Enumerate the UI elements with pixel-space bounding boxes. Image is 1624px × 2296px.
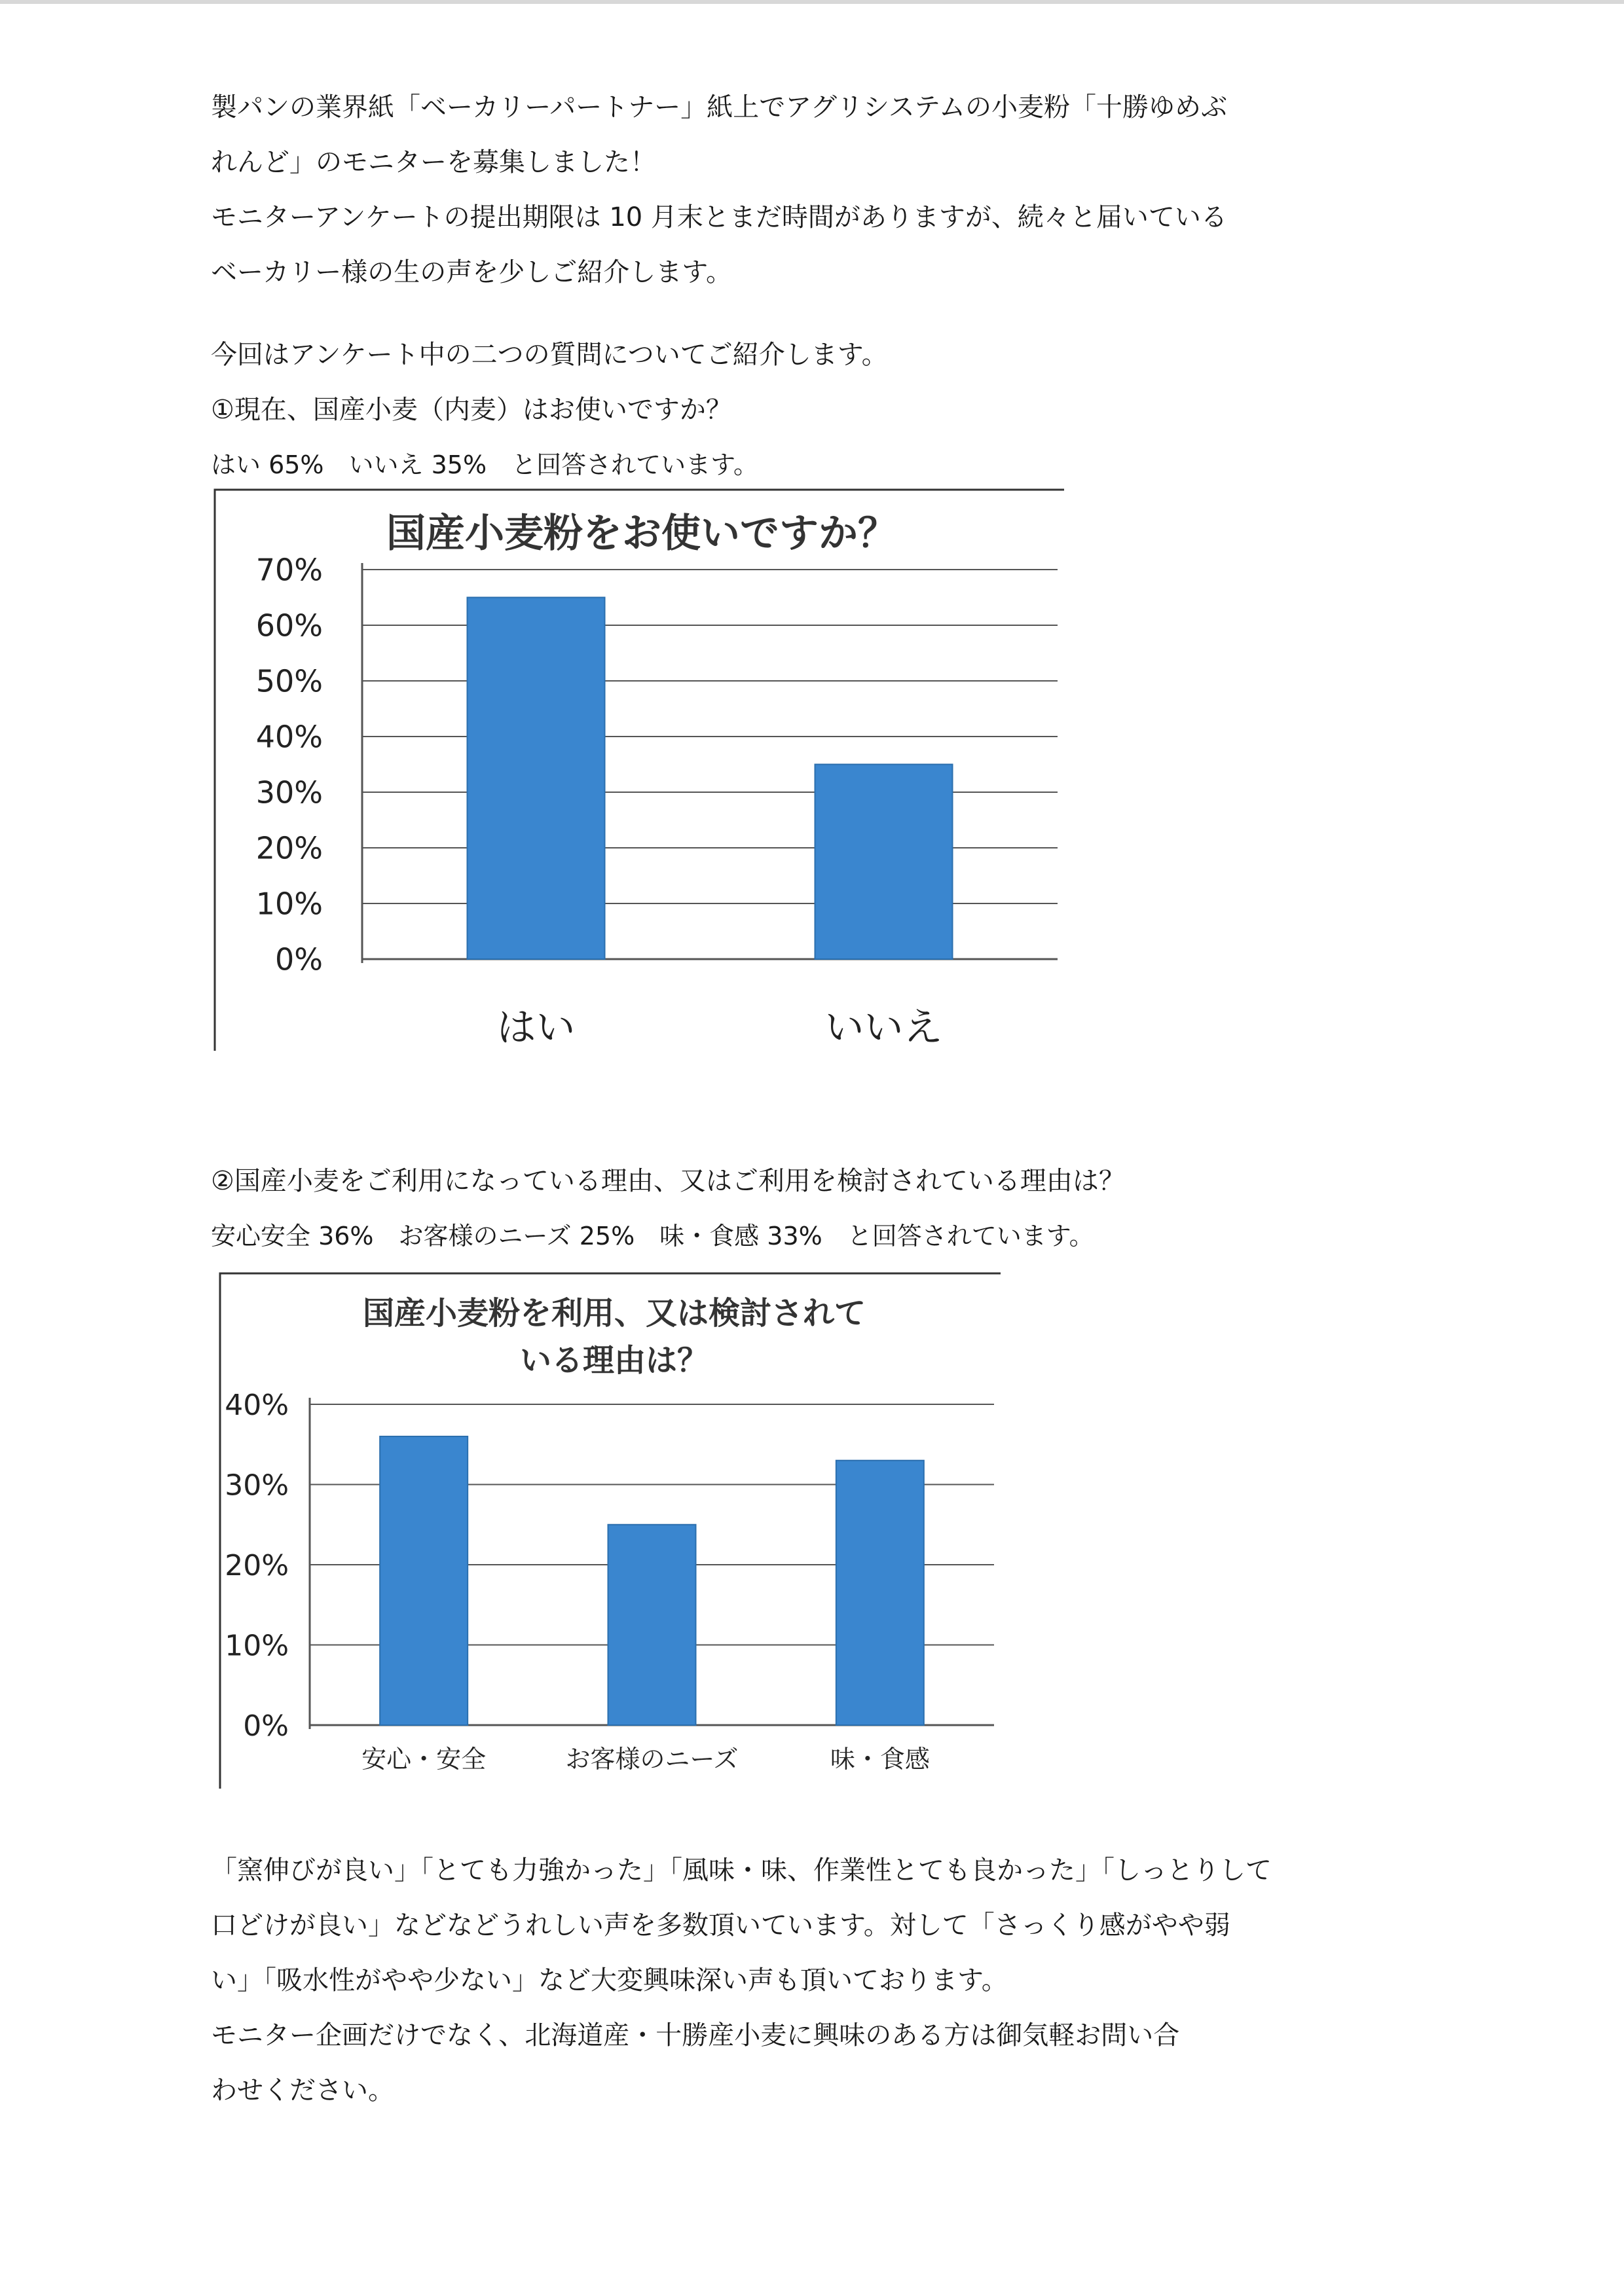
- category-label: はい: [496, 1005, 576, 1051]
- y-tick-label: 70%: [255, 552, 323, 588]
- chart-2: [218, 1271, 1004, 1789]
- y-tick-label: 10%: [225, 1629, 289, 1663]
- section-intro-line: 今回はアンケート中の二つの質問についてご紹介します。: [211, 340, 888, 370]
- chart-1-svg: [213, 488, 1064, 1051]
- chart-title: 国産小麦粉をお使いですか？: [386, 511, 897, 556]
- closing-line-2: 口どけが良い」などなどうれしい声を多数頂いています。対して「さっくり感がやや弱: [211, 1910, 1230, 1941]
- question-2-text: ②国産小麦をご利用になっている理由、又はご利用を検討されている理由は？: [211, 1166, 1125, 1196]
- chart-title: いる理由は？: [519, 1342, 709, 1379]
- y-tick-label: 20%: [225, 1548, 289, 1582]
- y-tick-label: 40%: [255, 719, 323, 755]
- y-tick-label: 20%: [255, 830, 323, 866]
- chart-1: [213, 488, 1064, 1051]
- y-tick-label: 60%: [255, 608, 323, 644]
- y-tick-label: 0%: [275, 941, 323, 977]
- question-2-paragraph: [211, 1154, 1429, 1264]
- y-tick-label: 40%: [225, 1388, 289, 1422]
- intro-line-3: モニターアンケートの提出期限は 10 月末とまだ時間がありますが、続々と届いている: [211, 202, 1227, 232]
- y-tick-label: 50%: [255, 663, 323, 699]
- bar-3: [836, 1461, 924, 1725]
- closing-line-5: わせください。: [211, 2075, 394, 2105]
- intro-paragraph: [211, 80, 1429, 300]
- question-1-text: ①現在、国産小麦（内麦）はお使いですか？: [211, 395, 732, 425]
- chart-2-svg: [218, 1271, 1004, 1789]
- closing-paragraph: [211, 1843, 1429, 2118]
- scan-top-edge: [0, 0, 1624, 4]
- closing-line-1: 「窯伸びが良い」「とても力強かった」「風味・味、作業性とても良かった」「しっとりして: [211, 1855, 1272, 1886]
- bar-1: [380, 1436, 468, 1725]
- bar-2: [608, 1525, 696, 1725]
- closing-line-4: モニター企画だけでなく、北海道産・十勝産小麦に興味のある方は御気軽お問い合: [211, 2020, 1180, 2050]
- intro-line-1: 製パンの業界紙「ベーカリーパートナー」紙上でアグリシステムの小麦粉「十勝ゆめぶ: [211, 92, 1227, 122]
- intro-line-4: ベーカリー様の生の声を少しご紹介します。: [211, 257, 732, 287]
- bar-1: [468, 598, 605, 960]
- y-tick-label: 10%: [255, 886, 323, 922]
- category-label: 味・食感: [830, 1745, 930, 1774]
- category-label: お客様のニーズ: [565, 1745, 739, 1774]
- closing-line-3: い」「吸水性がやや少ない」など大変興味深い声も頂いております。: [211, 1965, 1008, 1995]
- category-label: 安心・安全: [361, 1745, 487, 1774]
- question-2-answer: 安心安全 36% お客様のニーズ 25% 味・食感 33% と回答されています。: [211, 1222, 1094, 1250]
- bar-2: [815, 765, 953, 960]
- y-tick-label: 0%: [243, 1709, 289, 1743]
- y-tick-label: 30%: [255, 774, 323, 811]
- category-label: いいえ: [824, 1005, 943, 1051]
- chart-title: 国産小麦粉を利用、又は検討されて: [362, 1295, 866, 1332]
- intro-line-2: れんど」のモニターを募集しました！: [211, 147, 656, 177]
- question-1-answer: はい 65% いいえ 35% と回答されています。: [211, 450, 759, 479]
- question-1-paragraph: [211, 327, 1429, 492]
- y-tick-label: 30%: [225, 1468, 289, 1503]
